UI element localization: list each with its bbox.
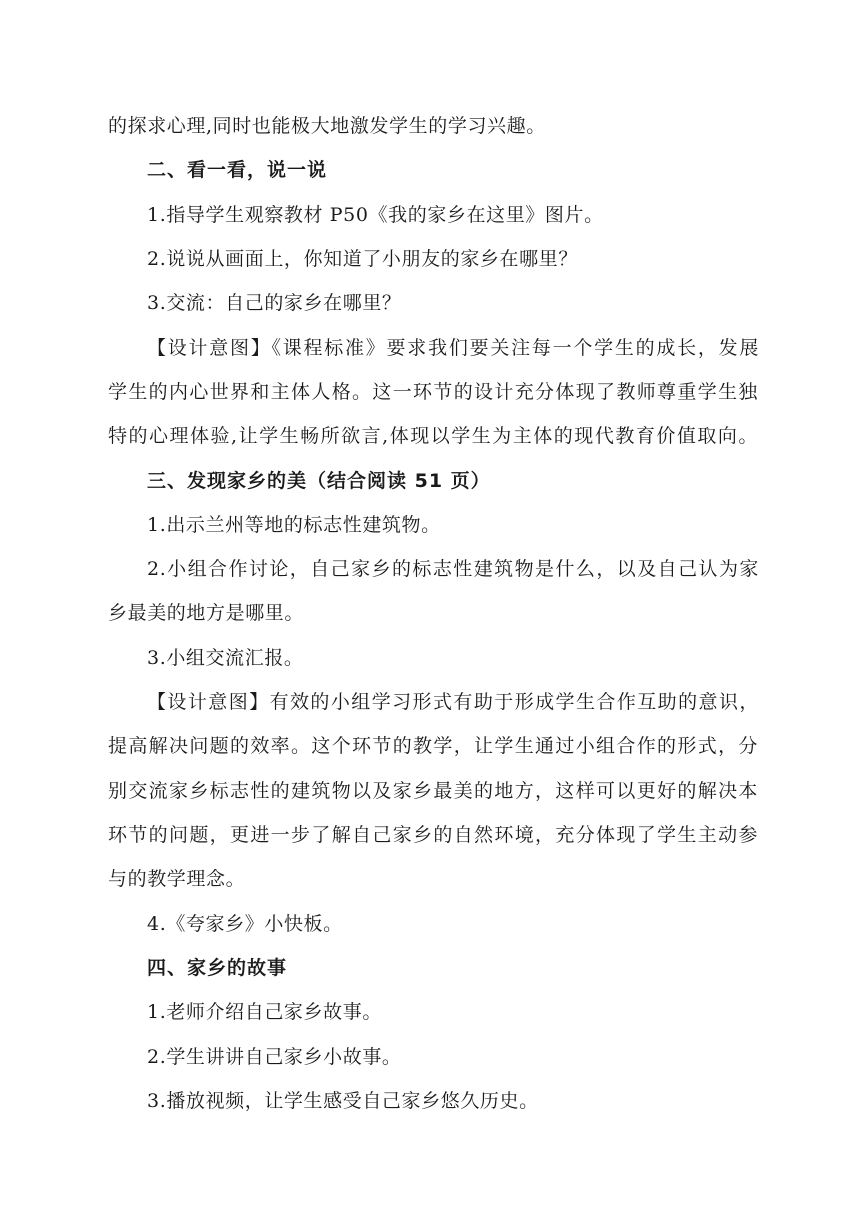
list-item: 1.指导学生观察教材 P50《我的家乡在这里》图片。 [147,204,604,226]
list-item: 2.学生讲讲自己家乡小故事。 [147,1046,402,1068]
design-intent-line: 别交流家乡标志性的建筑物以及家乡最美的地方，这样可以更好的解决本 [108,780,758,802]
list-item: 2.说说从画面上，你知道了小朋友的家乡在哪里？ [147,248,578,270]
list-item: 3.小组交流汇报。 [147,647,304,669]
section-heading-2: 二、看一看，说一说 [147,159,328,181]
list-item: 1.出示兰州等地的标志性建筑物。 [147,514,441,536]
list-item: 1.老师介绍自己家乡故事。 [147,1001,382,1023]
list-item: 3.交流：自己的家乡在哪里？ [147,292,402,314]
design-intent-line: 【设计意图】《课程标准》要求我们要关注每一个学生的成长，发展 [147,337,759,359]
design-intent-line: 学生的内心世界和主体人格。这一环节的设计充分体现了教师尊重学生独 [108,381,758,403]
list-item: 3.播放视频，让学生感受自己家乡悠久历史。 [147,1090,539,1112]
design-intent-line: 提高解决问题的效率。这个环节的教学，让学生通过小组合作的形式，分 [108,735,758,757]
section-heading-4: 四、家乡的故事 [147,957,288,979]
section-heading-3: 三、发现家乡的美（结合阅读 51 页） [147,470,491,492]
design-intent-line: 【设计意图】有效的小组学习形式有助于形成学生合作互助的意识， [147,691,759,713]
paragraph-line: 的探求心理,同时也能极大地激发学生的学习兴趣。 [108,115,546,137]
list-item: 2.小组合作讨论，自己家乡的标志性建筑物是什么，以及自己认为家 [147,558,759,580]
design-intent-line: 与的教学理念。 [108,868,246,890]
design-intent-line: 特的心理体验,让学生畅所欲言,体现以学生为主体的现代教育价值取向。 [108,425,758,447]
list-item: 乡最美的地方是哪里。 [108,602,305,624]
list-item: 4.《夸家乡》小快板。 [147,913,343,935]
design-intent-line: 环节的问题，更进一步了解自己家乡的自然环境，充分体现了学生主动参 [108,824,758,846]
